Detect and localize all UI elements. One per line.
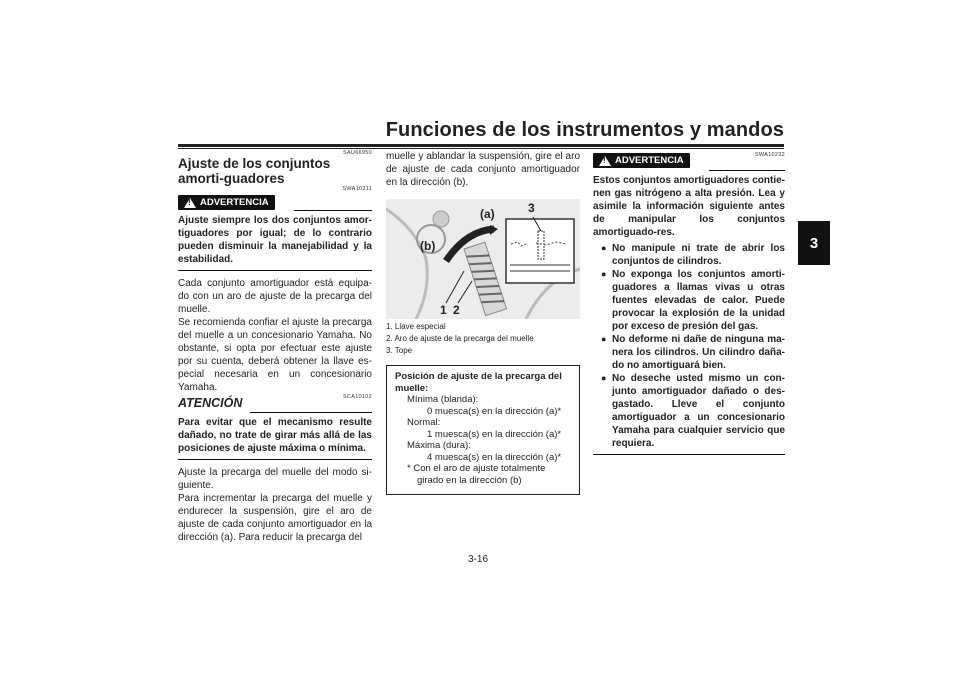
paragraph: Para incrementar la precarga del muelle y endurecer la suspensión, gire el aro de ajuste de cada conjunto amortiguador en la dirección (a). Para reducir la precarga del <box>178 493 372 543</box>
warning-header <box>593 150 785 174</box>
paragraph: Cada conjunto amortiguador está equipa-do con un aro de ajuste de la precarga del muelle. <box>178 278 372 315</box>
figure-label-b: (b) <box>420 239 436 253</box>
spec-normal-label: Normal: <box>407 417 441 428</box>
spec-box <box>386 365 580 495</box>
caption-1: 1. Llave especial <box>386 322 446 331</box>
caution-code: SCA10102 <box>342 394 372 400</box>
figure-label-2: 2 <box>453 303 460 317</box>
caution-line <box>250 412 372 413</box>
warning-label: ADVERTENCIA <box>615 155 684 166</box>
bullet-item: ● No deforme ni dañe de ninguna ma-nera los cilindros. Un cilindro daña-do no amortiguará bien. <box>593 333 785 372</box>
warning-intro: Estos conjuntos amortiguadores contie-nen gas nitrógeno a alta presión. Lea y asimile la información siguiente antes de manipular los conjuntos amortiguado-res. <box>593 175 785 238</box>
spec-normal-value: 1 muesca(s) en la dirección (a)* <box>427 428 562 440</box>
caution-label: ATENCIÓN <box>178 396 243 410</box>
caption-3: 3. Tope <box>386 346 413 355</box>
spec-min-label: Mínima (blanda): <box>407 394 479 405</box>
bullet-item: ● No exponga los conjuntos amorti-guadores a llamas vivas u otras fuentes elevadas de calor. Puede provocar la explosión de la unidad por exceso de presión del gas. <box>593 268 785 333</box>
spec-title: Posición de ajuste de la precarga del muelle: <box>395 371 562 394</box>
figure-label-3: 3 <box>528 201 535 215</box>
warning-header <box>178 192 372 214</box>
page-number: 3-16 <box>468 554 489 565</box>
warning-label: ADVERTENCIA <box>200 197 269 208</box>
caution-end-rule <box>178 459 372 460</box>
spec-max-value: 4 muesca(s) en la dirección (a)* <box>427 451 562 463</box>
paragraph: muelle y ablandar la suspensión, gire el aro de ajuste de cada conjunto amortiguador en la dirección (b). <box>386 151 580 188</box>
shock-absorber-illustration <box>386 199 580 319</box>
warning-triangle-icon <box>599 156 611 166</box>
bullet-item: ● No manipule ni trate de abrir los conjuntos de cilindros. <box>593 242 785 268</box>
figure-label-1: 1 <box>440 303 447 317</box>
header-rule <box>178 144 784 147</box>
spec-note-cont: girado en la dirección (b) <box>417 474 522 486</box>
paragraph: Ajuste la precarga del muelle del modo si-guiente. <box>178 467 372 491</box>
spec-min-value: 0 muesca(s) en la dirección (a)* <box>427 405 562 417</box>
warning-line <box>709 170 785 171</box>
column-1 <box>178 150 372 544</box>
paragraph: Se recomienda confiar el ajuste la precarga del muelle a un concesionario Yamaha. No obstante, si opta por efectuar este ajuste por su cuenta, deberá obtener la llave es-pecial necesaria en un concesionario Yamaha. <box>178 317 372 393</box>
warning-line <box>294 210 372 211</box>
caption-2: 2. Aro de ajuste de la precarga del muelle <box>386 334 534 343</box>
caution-header <box>178 394 372 416</box>
spec-note: * Con el aro de ajuste totalmente <box>407 463 546 474</box>
warning-text: Ajuste siempre los dos conjuntos amor-tiguadores por igual; de lo contrario pueden disminuir la manejabilidad y la estabilidad. <box>178 215 372 265</box>
warning-end-rule <box>593 454 785 455</box>
warning-end-rule <box>178 270 372 271</box>
header-rule-thin <box>178 148 784 149</box>
page-header-title: Funciones de los instrumentos y mandos <box>385 119 784 141</box>
caution-text: Para evitar que el mecanismo resulte dañado, no trate de girar más allá de las posiciones de ajuste máxima o mínima. <box>178 417 372 454</box>
section-heading: Ajuste de los conjuntos amorti-guadores <box>178 156 331 186</box>
warning-badge <box>178 195 275 210</box>
bullet-item: ● No deseche usted mismo un con-junto amortiguador dañado o des-gastado. Lleve el conjunto amortiguador a un concesionario Yamaha para cualquier servicio que requiera. <box>593 372 785 450</box>
warning-code: SWA10232 <box>754 152 785 158</box>
section-code: SAU66950 <box>342 150 372 156</box>
warning-code: SWA10211 <box>342 186 372 192</box>
column-2 <box>386 150 580 495</box>
spec-max-label: Máxima (dura): <box>407 440 471 451</box>
chapter-tab: 3 <box>798 221 830 265</box>
warning-badge <box>593 153 690 168</box>
warning-bullets <box>593 242 785 450</box>
figure-label-a: (a) <box>480 207 495 221</box>
warning-triangle-icon <box>184 198 196 208</box>
column-3 <box>593 150 785 461</box>
